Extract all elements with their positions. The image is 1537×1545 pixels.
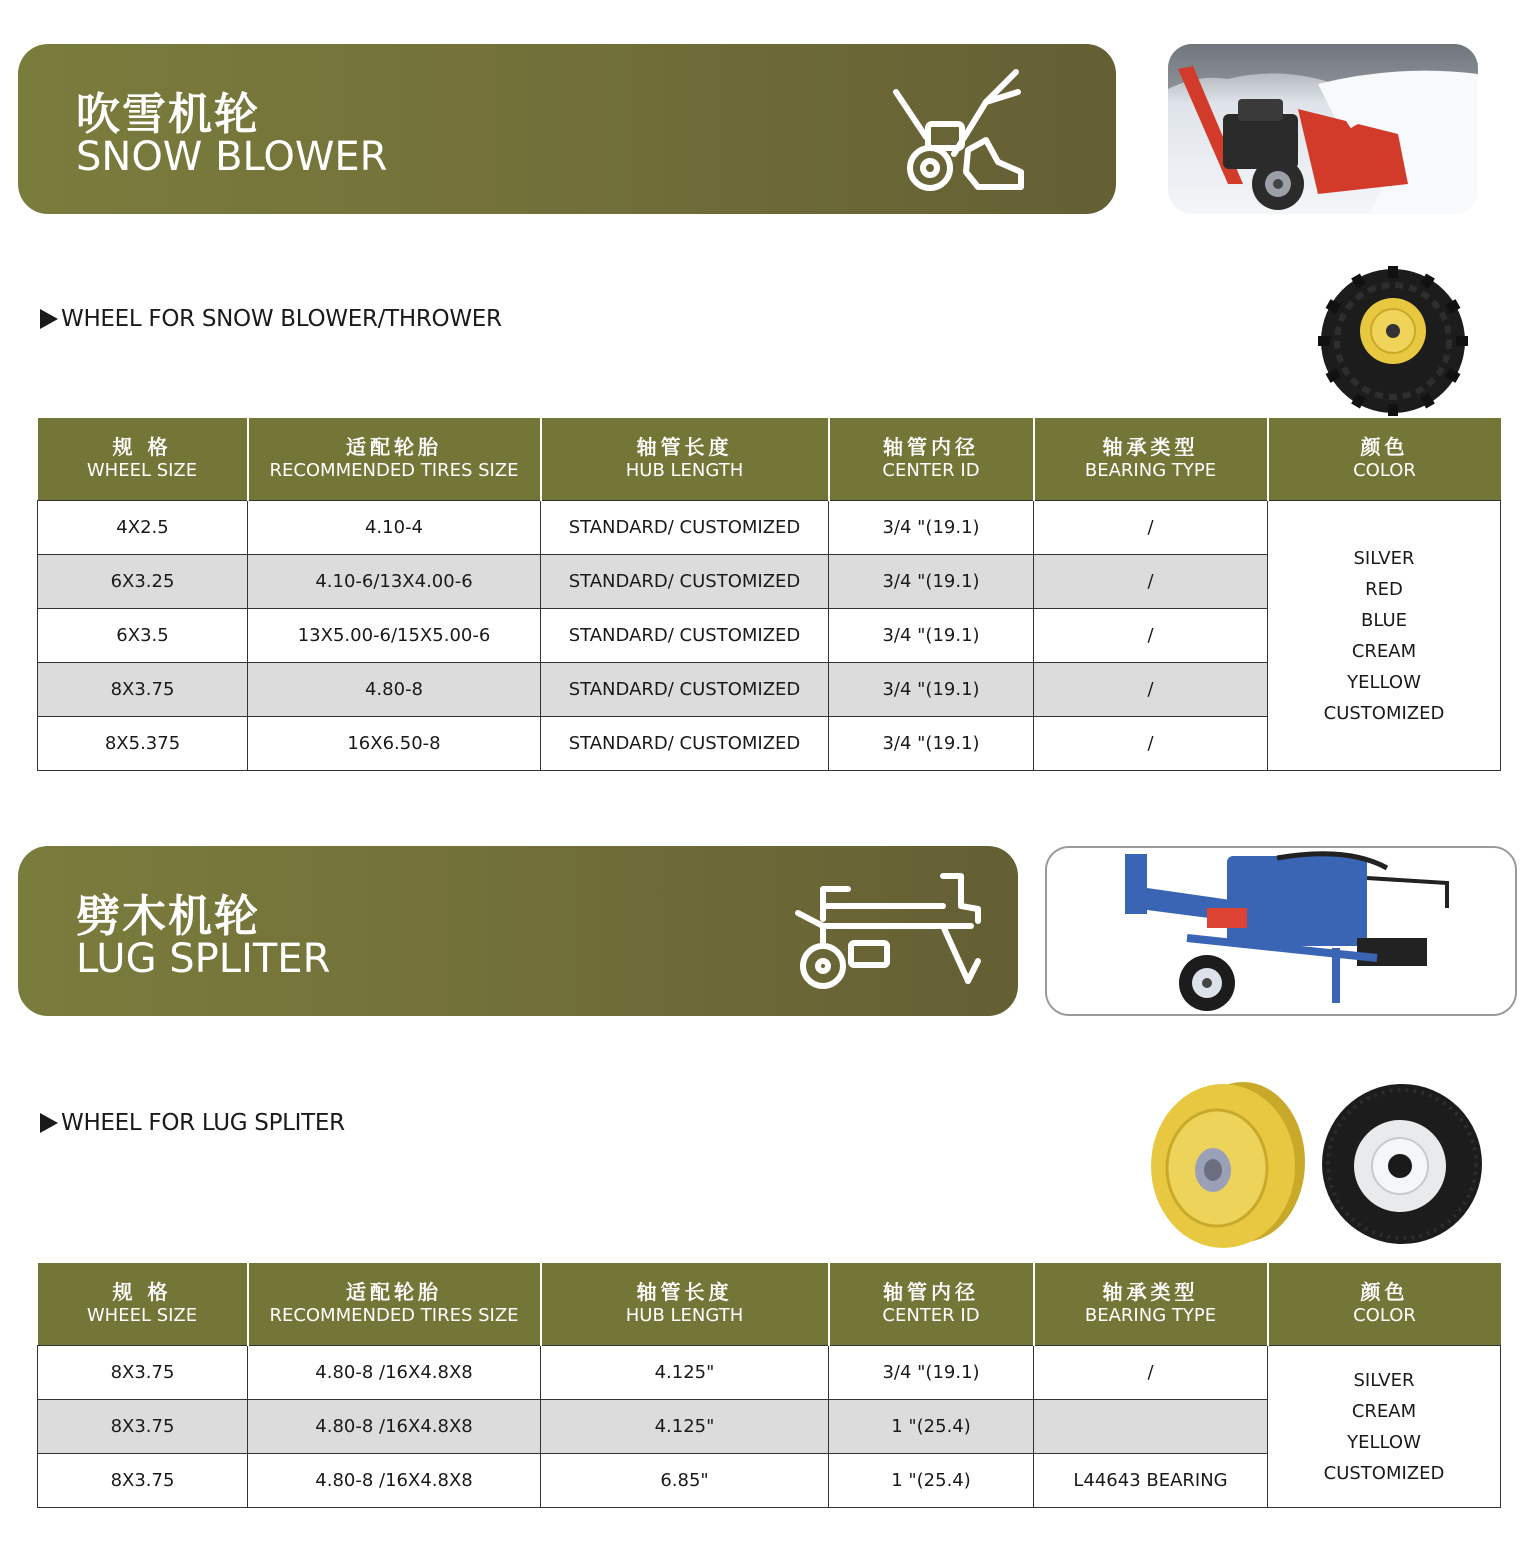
cell-wheel-size: 8X3.75 (38, 663, 248, 717)
cell-bearing-type (1034, 1400, 1268, 1454)
cell-tires-size: 4.80-8 /16X4.8X8 (248, 1454, 541, 1508)
table-header-row (38, 1263, 1501, 1346)
black-tire-image (1320, 1082, 1485, 1247)
banner-title-en: SNOW BLOWER (76, 134, 388, 180)
cell-bearing-type: / (1034, 663, 1268, 717)
lug-spec-table (37, 1263, 1501, 1508)
header-color: 颜色 COLOR (1268, 418, 1501, 501)
cell-wheel-size: 8X3.75 (38, 1346, 248, 1400)
cell-wheel-size: 8X3.75 (38, 1400, 248, 1454)
log-splitter-banner (18, 846, 1018, 1016)
cell-hub-length: 4.125" (541, 1346, 829, 1400)
header-tires-size: 适配轮胎 RECOMMENDED TIRES SIZE (248, 418, 541, 501)
cell-center-id: 3/4 "(19.1) (829, 717, 1034, 771)
banner-title-en: LUG SPLITER (76, 936, 331, 982)
color-option: CREAM (1351, 1400, 1417, 1422)
cell-tires-size: 16X6.50-8 (248, 717, 541, 771)
lug-subtitle-text: WHEEL FOR LUG SPLITER (61, 1110, 345, 1136)
header-bearing-type: 轴承类型 BEARING TYPE (1034, 1263, 1268, 1346)
yellow-rim-image (1145, 1080, 1310, 1250)
lug-subtitle (40, 1110, 345, 1136)
triangle-bullet-icon (40, 309, 58, 329)
log-splitter-photo (1045, 846, 1517, 1016)
color-option: YELLOW (1347, 671, 1421, 693)
snow-blower-photo (1168, 44, 1478, 214)
banner-title-cn: 吹雪机轮 (76, 89, 260, 140)
table-header-row (38, 418, 1501, 501)
cell-color-options (1268, 1346, 1501, 1508)
cell-bearing-type: / (1034, 501, 1268, 555)
cell-center-id: 3/4 "(19.1) (829, 609, 1034, 663)
color-option: CUSTOMIZED (1323, 702, 1445, 724)
cell-hub-length: STANDARD/ CUSTOMIZED (541, 609, 829, 663)
cell-wheel-size: 6X3.25 (38, 555, 248, 609)
log-splitter-icon (793, 871, 988, 996)
header-tires-size: 适配轮胎 RECOMMENDED TIRES SIZE (248, 1263, 541, 1346)
cell-center-id: 3/4 "(19.1) (829, 555, 1034, 609)
snow-blower-icon (886, 62, 1046, 197)
color-option: SILVER (1353, 547, 1415, 569)
color-option: CREAM (1351, 640, 1417, 662)
table-row (38, 501, 1501, 555)
cell-bearing-type: L44643 BEARING (1034, 1454, 1268, 1508)
cell-color-options (1268, 501, 1501, 771)
cell-wheel-size: 8X3.75 (38, 1454, 248, 1508)
snow-spec-table (37, 418, 1501, 771)
cell-tires-size: 4.10-4 (248, 501, 541, 555)
snow-wheel-image (1318, 266, 1468, 416)
cell-wheel-size: 6X3.5 (38, 609, 248, 663)
color-option: CUSTOMIZED (1323, 1462, 1445, 1484)
table-row (38, 1346, 1501, 1400)
color-option: SILVER (1353, 1369, 1415, 1391)
cell-bearing-type: / (1034, 717, 1268, 771)
color-option: YELLOW (1347, 1431, 1421, 1453)
cell-tires-size: 4.10-6/13X4.00-6 (248, 555, 541, 609)
cell-hub-length: STANDARD/ CUSTOMIZED (541, 717, 829, 771)
cell-center-id: 1 "(25.4) (829, 1400, 1034, 1454)
cell-bearing-type: / (1034, 1346, 1268, 1400)
cell-wheel-size: 8X5.375 (38, 717, 248, 771)
cell-tires-size: 4.80-8 /16X4.8X8 (248, 1346, 541, 1400)
cell-wheel-size: 4X2.5 (38, 501, 248, 555)
cell-hub-length: 4.125" (541, 1400, 829, 1454)
color-option: RED (1365, 578, 1403, 600)
cell-hub-length: 6.85" (541, 1454, 829, 1508)
triangle-bullet-icon (40, 1113, 58, 1133)
cell-hub-length: STANDARD/ CUSTOMIZED (541, 663, 829, 717)
snow-blower-banner (18, 44, 1116, 214)
header-hub-length: 轴管长度 HUB LENGTH (541, 418, 829, 501)
cell-bearing-type: / (1034, 555, 1268, 609)
cell-center-id: 3/4 "(19.1) (829, 1346, 1034, 1400)
cell-center-id: 3/4 "(19.1) (829, 663, 1034, 717)
cell-bearing-type: / (1034, 609, 1268, 663)
header-center-id: 轴管内径 CENTER ID (829, 418, 1034, 501)
color-option: BLUE (1360, 609, 1408, 631)
header-hub-length: 轴管长度 HUB LENGTH (541, 1263, 829, 1346)
cell-center-id: 1 "(25.4) (829, 1454, 1034, 1508)
header-wheel-size: 规 格 WHEEL SIZE (38, 418, 248, 501)
snow-subtitle-text: WHEEL FOR SNOW BLOWER/THROWER (61, 306, 502, 332)
cell-hub-length: STANDARD/ CUSTOMIZED (541, 555, 829, 609)
cell-center-id: 3/4 "(19.1) (829, 501, 1034, 555)
header-color: 颜色 COLOR (1268, 1263, 1501, 1346)
header-bearing-type: 轴承类型 BEARING TYPE (1034, 418, 1268, 501)
header-center-id: 轴管内径 CENTER ID (829, 1263, 1034, 1346)
cell-tires-size: 13X5.00-6/15X5.00-6 (248, 609, 541, 663)
banner-title-cn: 劈木机轮 (76, 891, 260, 942)
cell-tires-size: 4.80-8 (248, 663, 541, 717)
snow-subtitle (40, 306, 502, 332)
cell-hub-length: STANDARD/ CUSTOMIZED (541, 501, 829, 555)
cell-tires-size: 4.80-8 /16X4.8X8 (248, 1400, 541, 1454)
header-wheel-size: 规 格 WHEEL SIZE (38, 1263, 248, 1346)
